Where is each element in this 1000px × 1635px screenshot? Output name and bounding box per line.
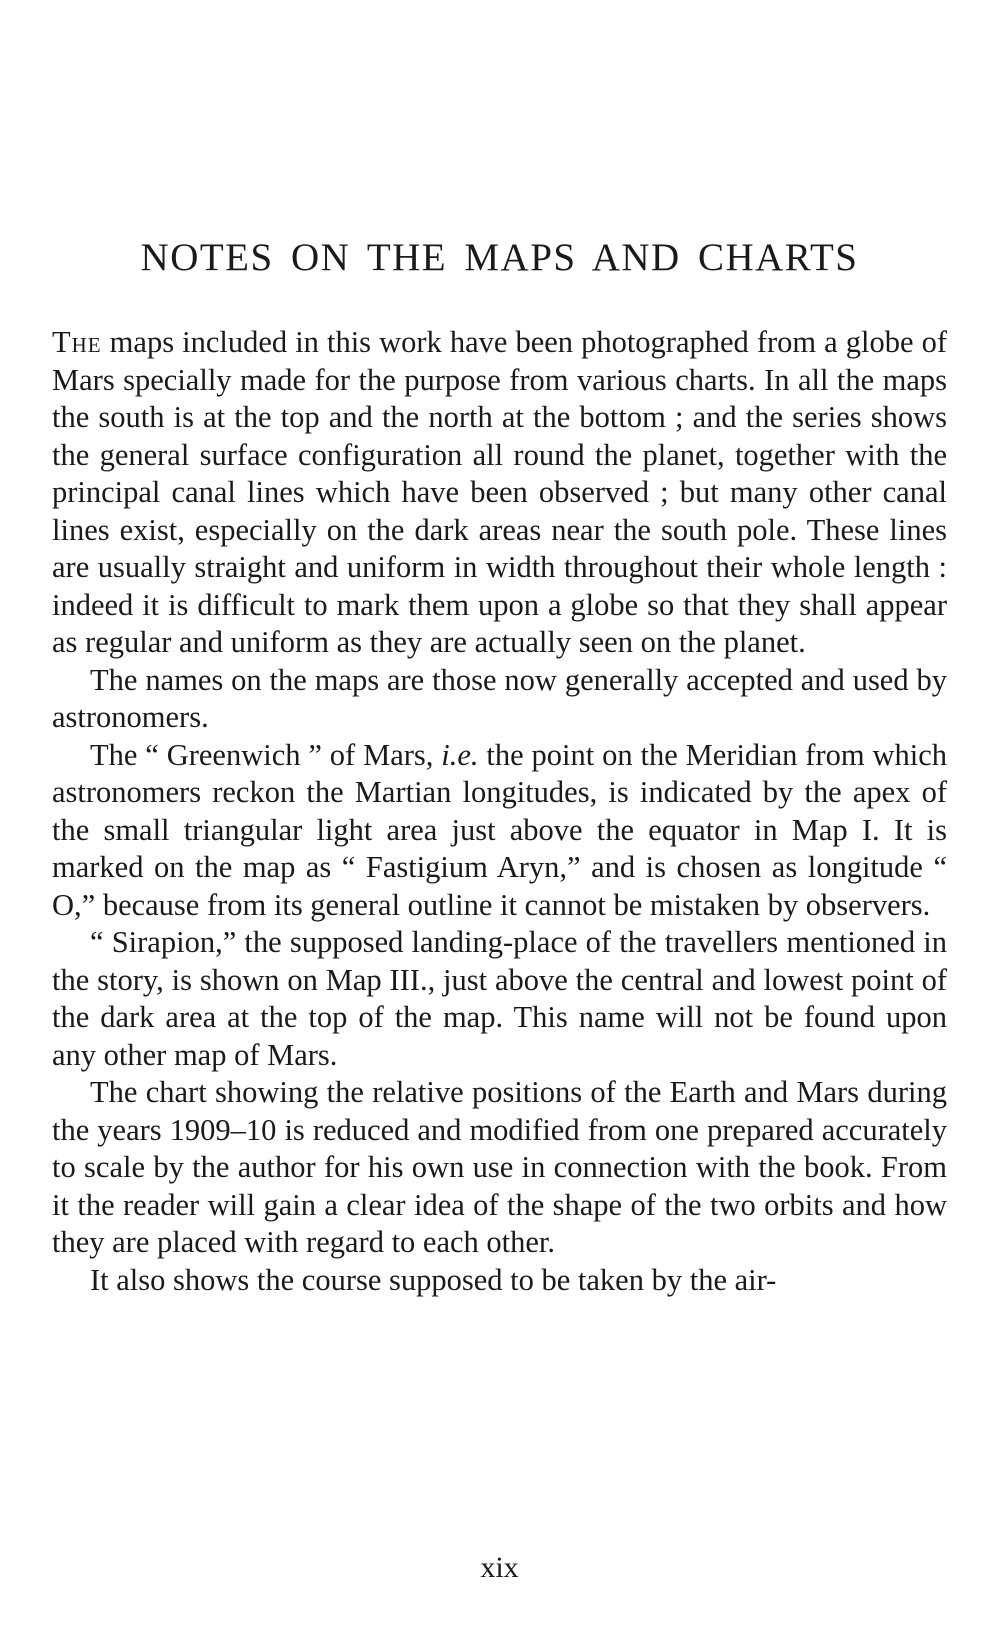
paragraph-6: It also shows the course supposed to be taken by the air- — [90, 1262, 777, 1297]
paragraph-1 — [52, 324, 947, 662]
page-number: xix — [480, 1551, 519, 1584]
paragraph-1-lead: The — [52, 325, 102, 359]
paragraph-4: “ Sirapion,” the supposed landing-place of the travellers mentioned in the story, is shown on Map III., just above the central and lowest point of the dark area at the top of the map. This name will not be found upon any other map of Mars. — [52, 925, 947, 1072]
book-page — [52, 0, 947, 1635]
paragraph-2: The names on the maps are those now generally accepted and used by astronomers. — [52, 662, 947, 734]
paragraph-3 — [52, 737, 947, 925]
body-text — [52, 324, 947, 1299]
paragraph-3-text-before: The “ Greenwich ” of Mars, — [90, 737, 442, 772]
paragraph-3-text-after: the point on the Meridian from which astronomers reckon the Martian longitudes, is indicated by the apex of the small triangular light area just above the equator in Map I. It is marked on the map as “ Fastigium Aryn,” and is chosen as longitude “ O,” because from its general outline it cannot be mistaken by observers. — [52, 737, 947, 922]
page-title: NOTES ON THE MAPS AND CHARTS — [140, 236, 859, 279]
paragraph-1-text: maps included in this work have been photographed from a globe of Mars specially made for the purpose from various charts. In all the maps the south is at the top and the north at the bottom ; and the series shows the general surface configuration all round the planet, together with the principal canal lines which have been observed ; but many other canal lines exist, especially on the dark areas near the south pole. These lines are usually straight and uniform in width throughout their whole length : indeed it is difficult to mark them upon a globe so that they shall appear as regular and uniform as they are actually seen on the planet. — [52, 325, 947, 659]
paragraph-3-italic: i.e. — [441, 737, 479, 772]
paragraph-5: The chart showing the relative positions of the Earth and Mars during the years 1909–10 is reduced and modified from one prepared accurately to scale by the author for his own use in connection with the book. From it the reader will gain a clear idea of the shape of the two orbits and how they are placed with regard to each other. — [52, 1075, 947, 1259]
